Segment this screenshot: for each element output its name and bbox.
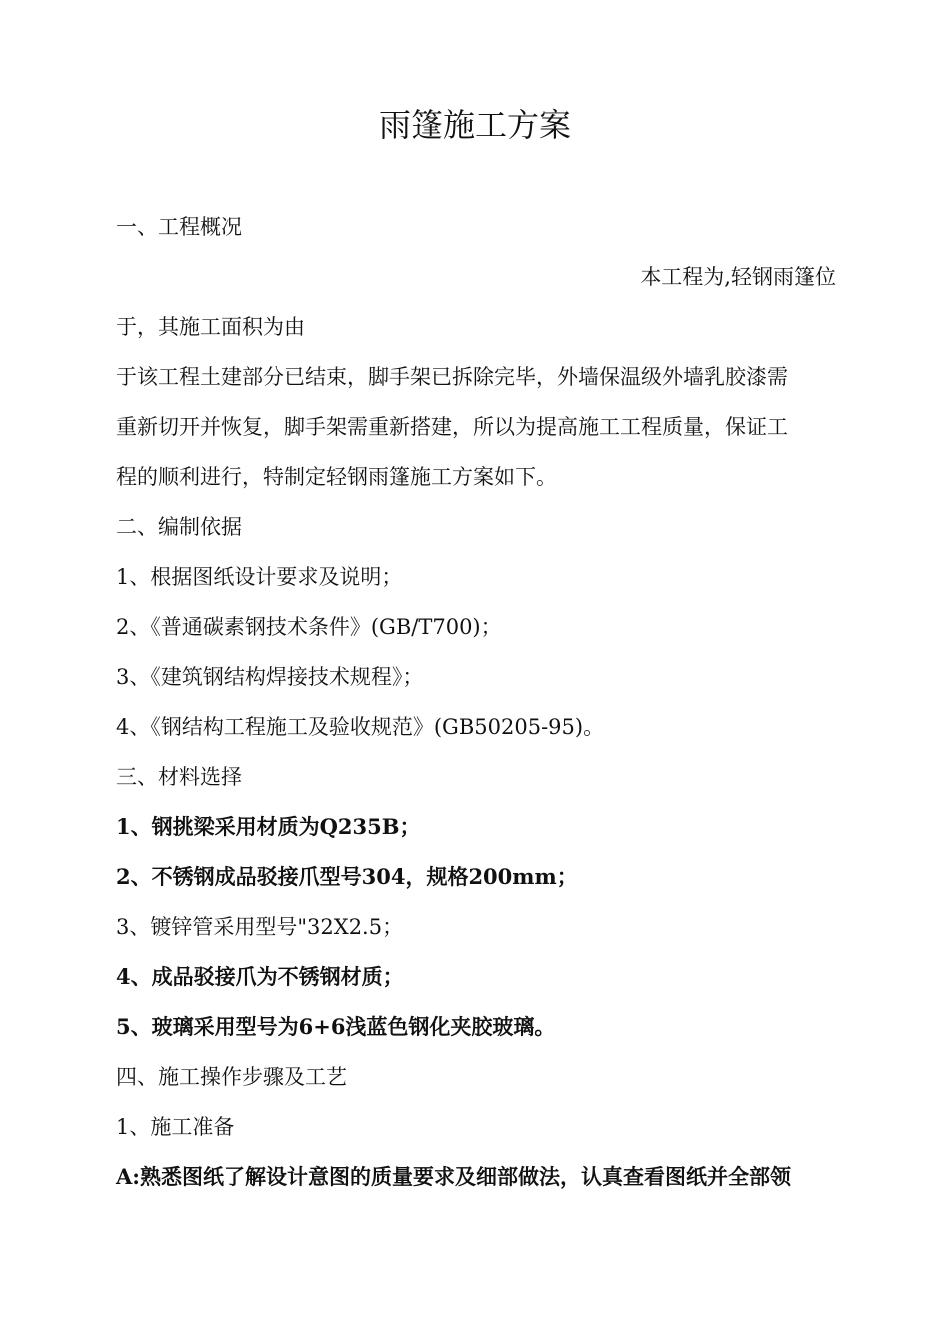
list-item: 2、《普通碳素钢技术条件》(GB/T700)； (116, 615, 502, 639)
document-title: 雨篷施工方案 (378, 106, 571, 144)
paragraph-line: 本工程为,轻钢雨篷位 (640, 265, 836, 289)
subsection-heading: 1、施工准备 (116, 1115, 235, 1139)
list-item: 3、《建筑钢结构焊接技术规程》； (116, 665, 424, 689)
section-heading-materials: 三、材料选择 (116, 765, 242, 789)
paragraph-line: A:熟悉图纸了解设计意图的质量要求及细部做法，认真查看图纸并全部领 (116, 1164, 792, 1189)
paragraph-line: 程的顺利进行，特制定轻钢雨篷施工方案如下。 (116, 465, 557, 489)
list-item: 2、不锈钢成品驳接爪型号304，规格200mm； (116, 864, 578, 889)
list-item: 1、根据图纸设计要求及说明； (116, 565, 403, 589)
paragraph-line: 重新切开并恢复，脚手架需重新搭建，所以为提高施工工程质量，保证工 (116, 415, 788, 439)
list-item: 1、钢挑梁采用材质为Q235B； (116, 814, 421, 839)
section-heading-basis: 二、编制依据 (116, 515, 242, 539)
paragraph-line: 于该工程土建部分已结束，脚手架已拆除完毕，外墙保温级外墙乳胶漆需 (116, 365, 788, 389)
section-heading-overview: 一、工程概况 (116, 215, 242, 239)
list-item: 3、镀锌管采用型号"32X2.5； (116, 915, 404, 939)
section-heading-procedure: 四、施工操作步骤及工艺 (116, 1065, 347, 1089)
paragraph-line: 于，其施工面积为由 (116, 315, 305, 339)
list-item: 4、《钢结构工程施工及验收规范》(GB50205-95)。 (116, 715, 605, 739)
list-item: 5、玻璃采用型号为6+6浅蓝色钢化夹胶玻璃。 (116, 1014, 556, 1039)
list-item: 4、成品驳接爪为不锈钢材质； (116, 964, 404, 989)
